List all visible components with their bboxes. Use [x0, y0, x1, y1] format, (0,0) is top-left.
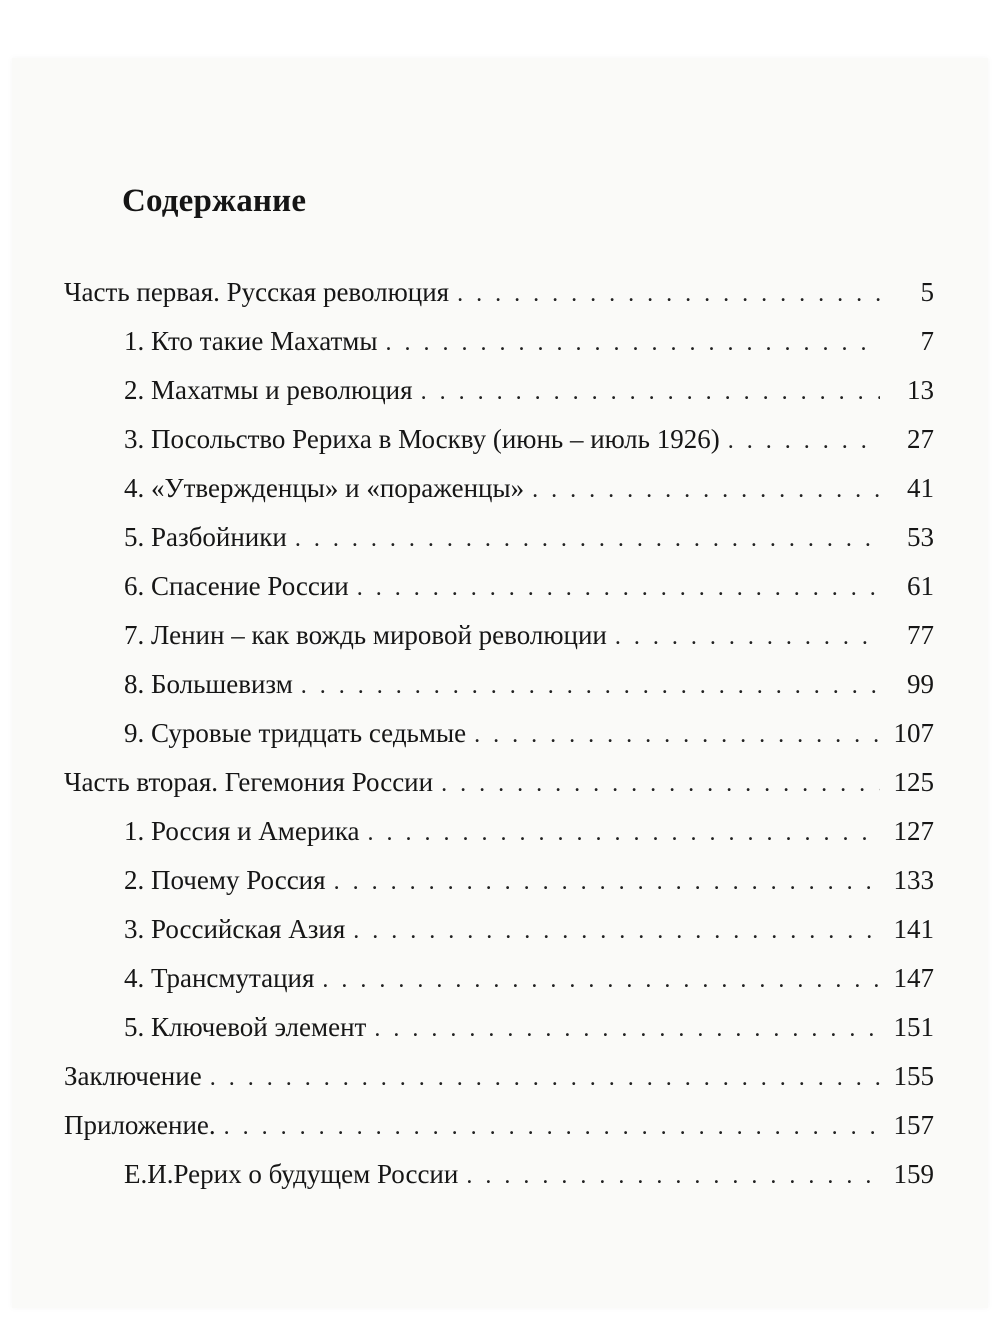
toc-entry-page-number: 157	[893, 1110, 934, 1140]
toc-entry[interactable]	[0, 272, 1000, 321]
toc-entry-label: 6. Спасение России	[124, 571, 349, 601]
toc-entry-page-number: 127	[893, 816, 934, 846]
toc-entry-page-number: 141	[893, 914, 934, 944]
table-of-contents	[0, 272, 1000, 1203]
toc-entry[interactable]	[0, 1105, 1000, 1154]
dot-leader	[615, 617, 880, 657]
toc-entry-label: 4. Трансмутация	[124, 963, 315, 993]
dot-leader	[386, 323, 880, 363]
toc-entry[interactable]	[0, 909, 1000, 958]
toc-entry-label: Приложение.	[64, 1110, 216, 1140]
toc-entry-label: 1. Кто такие Махатмы	[124, 326, 378, 356]
toc-entry[interactable]	[0, 1056, 1000, 1105]
toc-entry-label: 5. Разбойники	[124, 522, 287, 552]
dot-leader	[728, 421, 880, 461]
toc-entry-page-number: 27	[907, 424, 934, 454]
toc-entry-page-number: 53	[907, 522, 934, 552]
toc-entry[interactable]	[0, 1007, 1000, 1056]
page-title: Содержание	[122, 183, 307, 219]
toc-entry-page-number: 41	[907, 473, 934, 503]
dot-leader	[374, 1009, 880, 1049]
toc-entry[interactable]	[0, 1154, 1000, 1203]
toc-entry-page-number: 133	[893, 865, 934, 895]
dot-leader	[334, 862, 880, 902]
toc-entry[interactable]	[0, 713, 1000, 762]
toc-entry-page-number: 159	[893, 1159, 934, 1189]
toc-entry-label: Часть вторая. Гегемония России	[64, 767, 434, 797]
dot-leader	[301, 666, 880, 706]
dot-leader	[532, 470, 880, 510]
toc-entry-label: Заключение	[64, 1061, 202, 1091]
toc-entry[interactable]	[0, 958, 1000, 1007]
toc-entry[interactable]	[0, 419, 1000, 468]
dot-leader	[466, 1156, 880, 1196]
toc-entry[interactable]	[0, 468, 1000, 517]
dot-leader	[322, 960, 880, 1000]
dot-leader	[295, 519, 880, 559]
dot-leader	[353, 911, 880, 951]
dot-leader	[210, 1058, 880, 1098]
toc-entry-page-number: 155	[893, 1061, 934, 1091]
toc-entry-label: 3. Посольство Рериха в Москву (июнь – июль 1926)	[124, 424, 720, 454]
toc-entry-page-number: 107	[893, 718, 934, 748]
dot-leader	[224, 1107, 880, 1147]
toc-entry-label: Е.И.Рерих о будущем России	[124, 1159, 459, 1189]
toc-entry-label: 2. Махатмы и революция	[124, 375, 413, 405]
toc-entry-label: 9. Суровые тридцать седьмые	[124, 718, 467, 748]
toc-entry-label: 4. «Утвержденцы» и «пораженцы»	[124, 473, 525, 503]
toc-entry[interactable]	[0, 615, 1000, 664]
toc-entry-page-number: 61	[907, 571, 934, 601]
toc-entry[interactable]	[0, 370, 1000, 419]
toc-entry-label: 5. Ключевой элемент	[124, 1012, 367, 1042]
toc-entry-page-number: 125	[893, 767, 934, 797]
dot-leader	[474, 715, 880, 755]
toc-entry[interactable]	[0, 321, 1000, 370]
toc-entry[interactable]	[0, 566, 1000, 615]
toc-entry-label: 3. Российская Азия	[124, 914, 346, 944]
toc-entry-label: 2. Почему Россия	[124, 865, 326, 895]
toc-entry[interactable]	[0, 811, 1000, 860]
toc-entry[interactable]	[0, 762, 1000, 811]
toc-entry-label: 7. Ленин – как вождь мировой революции	[124, 620, 607, 650]
toc-entry-page-number: 147	[893, 963, 934, 993]
toc-entry-page-number: 13	[907, 375, 934, 405]
toc-entry-page-number: 99	[907, 669, 934, 699]
dot-leader	[357, 568, 880, 608]
toc-entry-label: 1. Россия и Америка	[124, 816, 360, 846]
toc-entry-label: 8. Большевизм	[124, 669, 293, 699]
dot-leader	[421, 372, 880, 412]
toc-entry-page-number: 7	[920, 326, 934, 356]
dot-leader	[457, 274, 880, 314]
toc-entry-page-number: 151	[893, 1012, 934, 1042]
toc-entry[interactable]	[0, 517, 1000, 566]
dot-leader	[441, 764, 880, 804]
toc-entry-page-number: 77	[907, 620, 934, 650]
toc-entry[interactable]	[0, 664, 1000, 713]
toc-entry[interactable]	[0, 860, 1000, 909]
toc-entry-label: Часть первая. Русская революция	[64, 277, 450, 307]
dot-leader	[368, 813, 880, 853]
toc-entry-page-number: 5	[920, 277, 934, 307]
